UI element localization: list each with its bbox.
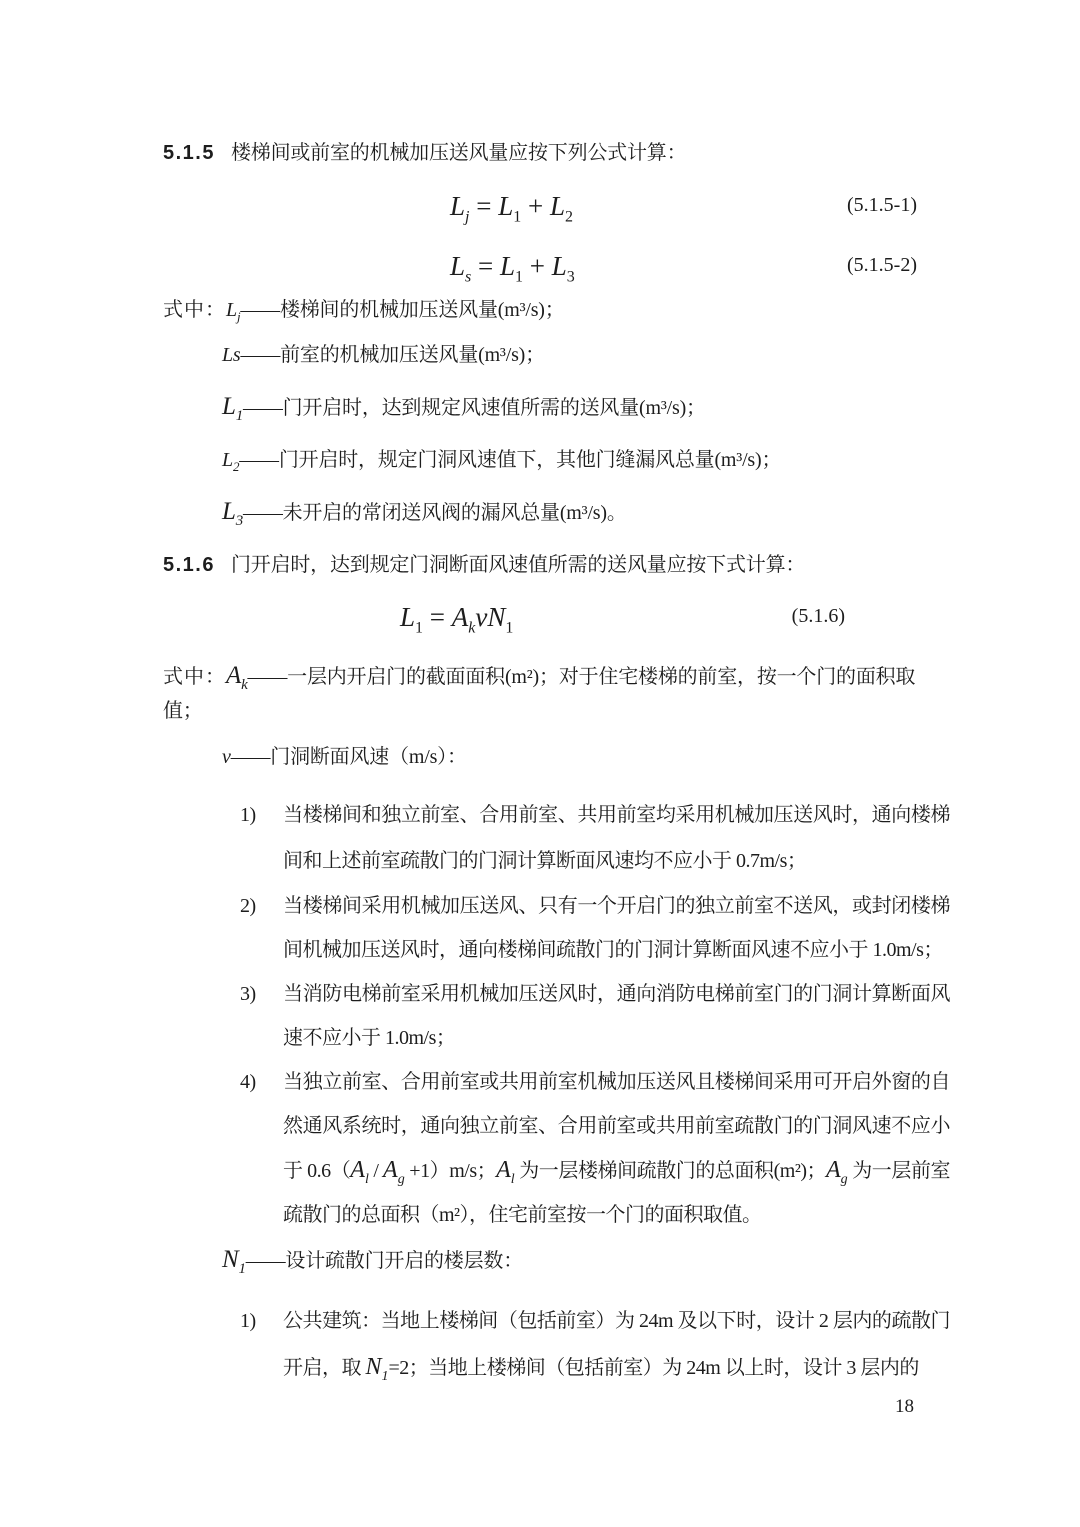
symbol-subscript: 1: [515, 268, 524, 286]
symbol-base: L: [450, 251, 466, 281]
symbol-subscript: g: [397, 1171, 405, 1187]
operator: =: [423, 602, 452, 632]
section-heading-5-1-5: [163, 141, 950, 165]
symbol-base: L: [222, 449, 233, 471]
operator: +: [521, 191, 550, 221]
equation-5-1-5-2: [163, 248, 950, 284]
definition-text: ——门洞断面风速（m/s）：: [230, 746, 467, 768]
list-item-4: [240, 1060, 951, 1237]
item-text-part: =2；当地上楼梯间（包括前室）为 24m 以上时，设计 3 层内的: [388, 1357, 919, 1379]
symbol-base: L: [400, 602, 416, 632]
equation-number: (5.1.5-1): [847, 194, 917, 216]
equation-number: (5.1.5-2): [847, 254, 917, 276]
symbol-base: N: [365, 1354, 382, 1380]
symbol-n1: [222, 1246, 246, 1277]
symbol-base: vN: [475, 602, 506, 632]
symbol-subscript: g: [840, 1171, 848, 1187]
item-number: 2): [240, 895, 256, 917]
definition-n1: [222, 1243, 950, 1278]
definition-text: ——一层内开启门的截面面积(m²)；对于住宅楼梯的前室，按一个门的面积取值；: [163, 666, 916, 722]
item-text-part: 公共建筑：当地上楼梯间（包括前室）为 24m 及以下时，设计 2 层内的疏散门开启，取: [283, 1310, 950, 1379]
symbol-subscript: 2: [232, 459, 240, 474]
definition-text: ——楼梯间的机械加压送风量(m³/s)；: [240, 299, 565, 321]
symbol-base: L: [549, 191, 566, 221]
definition-lj: [163, 295, 950, 325]
symbol-subscript: k: [241, 677, 248, 693]
item-text: 当楼梯间采用机械加压送风、只有一个开启门的独立前室不送风，或封闭楼梯间机械加压送风时，通向楼梯间疏散门的门洞计算断面风速不应小于 1.0m/s；: [283, 895, 950, 961]
symbol-subscript: 2: [565, 208, 574, 226]
symbol-base: L: [226, 299, 237, 321]
definition-text: ——前室的机械加压送风量(m³/s)；: [240, 344, 545, 366]
definition-text: ——设计疏散门开启的楼层数：: [245, 1250, 523, 1272]
symbol-al: [350, 1157, 369, 1187]
item-text: 当消防电梯前室采用机械加压送风时，通向消防电梯前室门的门洞计算断面风速不应小于 1.0m/s；: [283, 983, 950, 1049]
item-number: 4): [240, 1071, 256, 1093]
symbol-al: [496, 1157, 515, 1187]
symbol-base: A: [826, 1157, 841, 1183]
where-label: 式中：: [163, 666, 226, 688]
section-title: 楼梯间或前室的机械加压送风量应按下列公式计算：: [230, 142, 687, 164]
symbol-base: L: [222, 498, 236, 525]
symbol-n1: [365, 1354, 389, 1384]
symbol-subscript: 1: [513, 208, 522, 226]
definition-text: ——未开启的常闭送风阀的漏风总量(m³/s)。: [243, 502, 627, 524]
equation-5-1-5-1: [163, 188, 950, 224]
section-heading-5-1-6: [163, 553, 950, 577]
formula-ls: [450, 248, 575, 284]
symbol-subscript: 1: [415, 619, 424, 637]
item-text-part: 为一层前室疏散门的总面积（m²），住宅前室按一个门的面积取值。: [283, 1160, 951, 1226]
symbol-base: A: [451, 602, 469, 632]
page-content: [163, 141, 950, 1391]
symbol-ag: [826, 1157, 848, 1187]
page-number: 18: [895, 1396, 914, 1417]
symbol-l3: [222, 498, 244, 529]
symbol-base: N: [222, 1246, 239, 1273]
symbol-base: A: [226, 662, 242, 689]
symbol-base: L: [450, 191, 466, 221]
symbol-subscript: s: [465, 268, 472, 286]
where-label: 式中：: [163, 299, 226, 321]
section-number: 5.1.5: [163, 142, 215, 164]
equation-5-1-6: [163, 599, 950, 635]
item-text: 当楼梯间和独立前室、合用前室、共用前室均采用机械加压送风时，通向楼梯间和上述前室疏散门的门洞计算断面风速均不应小于 0.7m/s；: [283, 804, 950, 872]
symbol-subscript: 3: [566, 268, 575, 286]
symbol-base: L: [498, 191, 514, 221]
symbol-l1: [222, 393, 244, 424]
symbol-base: L: [500, 251, 516, 281]
operator: =: [471, 251, 500, 281]
equation-number: (5.1.6): [791, 605, 845, 627]
symbol-subscript: 1: [235, 408, 244, 424]
formula-l1: [400, 599, 513, 635]
symbol-base: A: [383, 1157, 398, 1183]
symbol-base: L: [551, 251, 567, 281]
section-number: 5.1.6: [163, 554, 215, 576]
definition-ls: [222, 340, 950, 370]
symbol-ls: [222, 344, 241, 366]
definition-l1: [222, 390, 950, 425]
symbol-subscript: 1: [381, 1368, 389, 1384]
symbol-l2: [222, 449, 240, 474]
item-number: 1): [240, 804, 256, 826]
list-item-3: [240, 972, 950, 1060]
symbol-subscript: k: [468, 619, 476, 637]
operator: +: [523, 251, 552, 281]
symbol-ak: [226, 662, 248, 693]
item-number: 1): [240, 1310, 256, 1332]
symbol-base: Ls: [222, 344, 241, 366]
symbol-base: L: [222, 393, 236, 420]
symbol-subscript: 1: [238, 1261, 246, 1277]
definition-ak: [163, 659, 950, 728]
definition-l3: [222, 495, 950, 530]
symbol-v: [222, 746, 231, 768]
symbol-base: A: [496, 1157, 511, 1183]
symbol-subscript: l: [364, 1171, 369, 1187]
symbol-subscript: j: [465, 208, 470, 226]
list-item-n1-1: [240, 1298, 950, 1391]
list-item-2: [240, 884, 950, 972]
definition-text: ——门开启时，达到规定风速值所需的送风量(m³/s)；: [243, 397, 706, 419]
list-item-1: [240, 792, 950, 884]
symbol-subscript: l: [510, 1171, 515, 1187]
section-title: 门开启时，达到规定门洞断面风速值所需的送风量应按下式计算：: [230, 554, 806, 576]
symbol-ag: [383, 1157, 405, 1187]
definition-v: [222, 742, 950, 772]
symbol-base: A: [350, 1157, 365, 1183]
symbol-lj: [226, 299, 241, 324]
symbol-subscript: j: [236, 309, 241, 324]
operator: =: [469, 191, 499, 221]
definition-l2: [222, 445, 950, 475]
item-text-part: +1）m/s；: [404, 1160, 497, 1182]
symbol-subscript: 3: [235, 513, 244, 529]
item-number: 3): [240, 983, 256, 1005]
symbol-base: v: [222, 746, 231, 768]
symbol-subscript: 1: [505, 619, 514, 637]
item-text-part: 为一层楼梯间疏散门的总面积(m²)；: [514, 1160, 826, 1182]
formula-lj: [450, 188, 573, 224]
item-text-part: 当独立前室、合用前室或共用前室机械加压送风且楼梯间采用可开启外窗的自然通风系统时，通向独立前室、合用前室或共用前室疏散门的门洞风速不应小于 0.6（: [283, 1071, 950, 1182]
item-text-part: /: [368, 1160, 384, 1182]
definition-text: ——门开启时，规定门洞风速值下，其他门缝漏风总量(m³/s)；: [239, 449, 782, 471]
